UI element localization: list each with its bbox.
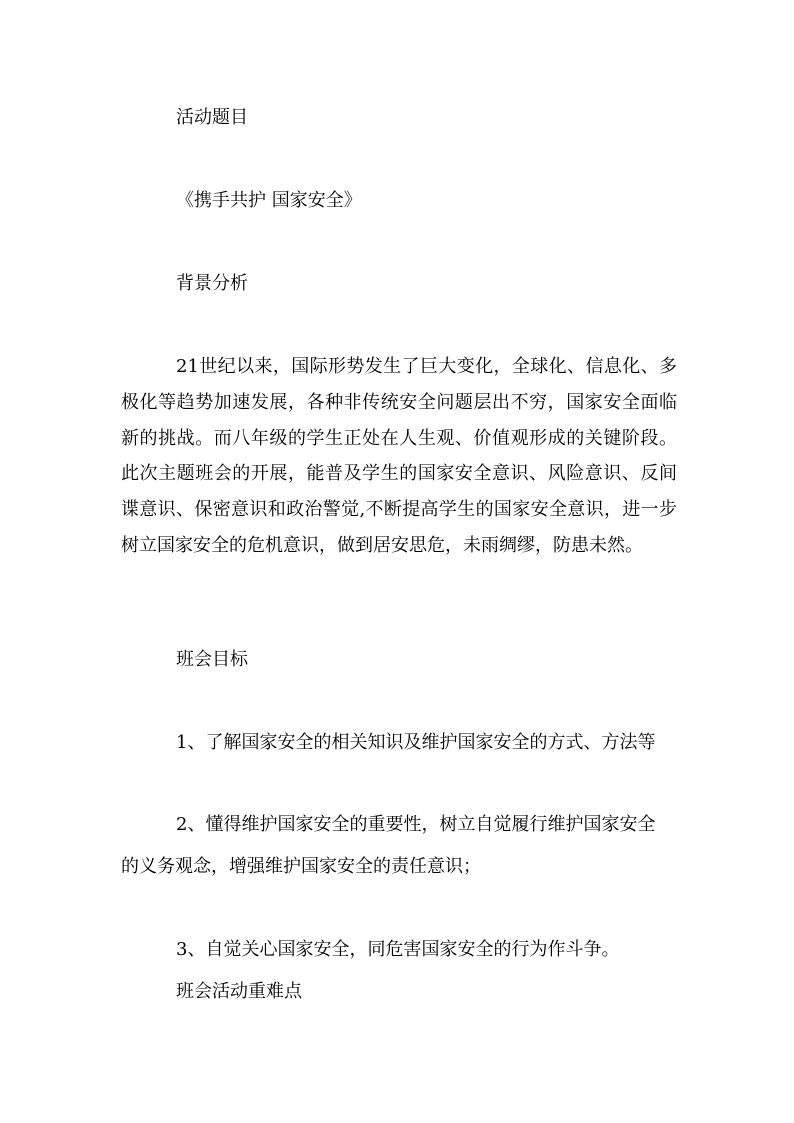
heading-goals: 班会目标 xyxy=(176,649,248,670)
goal-2-line-1: 2、懂得维护国家安全的重要性，树立自觉履行维护国家安全 xyxy=(176,814,656,835)
heading-background: 背景分析 xyxy=(176,273,248,294)
goal-3: 3、自觉关心国家安全，同危害国家安全的行为作斗争。 xyxy=(176,939,620,960)
topic-title: 《携手共护 国家安全》 xyxy=(176,190,362,211)
goal-2-line-2: 的义务观念，增强维护国家安全的责任意识； xyxy=(121,856,481,877)
background-paragraph: 21世纪以来，国际形势发生了巨大变化，全球化、信息化、多极化等趋势加速发展，各种非传统安全问题层出不穷，国家安全面临新的挑战。而八年级的学生正处在人生观、价值观形成的关键阶段。此次主题班会的开展，能普及学生的国家安全意识、风险意识、反间谍意识、保密意识和政治警觉,不断提高学生的国家安全意识，进一步树立国家安全的危机意识，做到居安思危，未雨绸缪，防患未然。 xyxy=(121,356,677,556)
goal-1: 1、了解国家安全的相关知识及维护国家安全的方式、方法等 xyxy=(176,732,656,753)
heading-key-points: 班会活动重难点 xyxy=(176,981,302,1002)
heading-activity-topic: 活动题目 xyxy=(176,107,248,128)
